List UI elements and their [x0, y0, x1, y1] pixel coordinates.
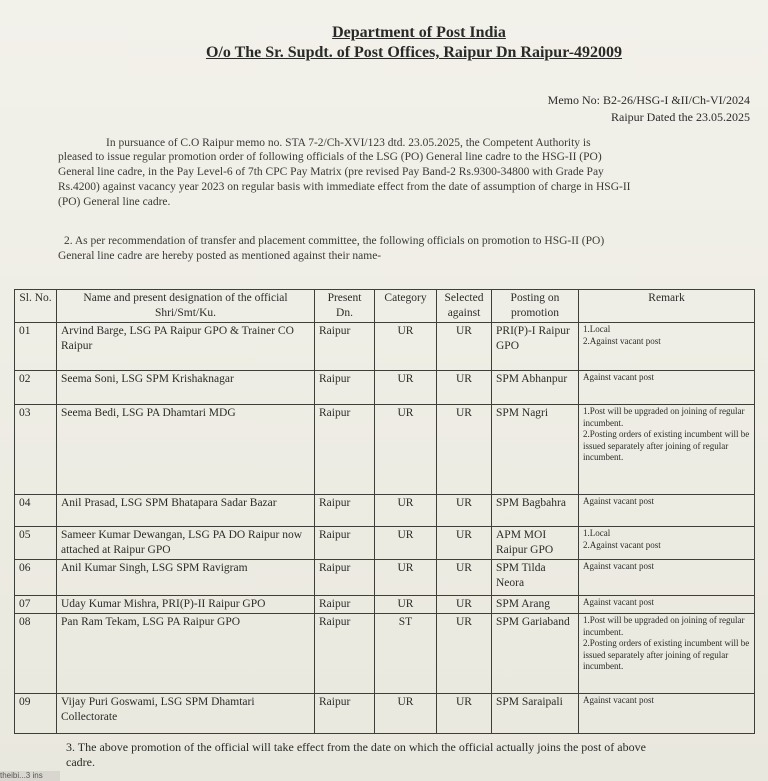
cell-remark [579, 323, 755, 371]
cell-name: Anil Prasad, LSG SPM Bhatapara Sadar Bazar [57, 495, 315, 527]
cell-posting: SPM Saraipali [492, 694, 579, 734]
cell-name: Seema Bedi, LSG PA Dhamtari MDG [57, 405, 315, 495]
remark-line: Against vacant post [583, 597, 654, 607]
cell-posting: SPM Gariaband [492, 614, 579, 694]
cell-remark [579, 527, 755, 560]
cell-sl: 07 [15, 596, 57, 614]
cell-name: Seema Soni, LSG SPM Krishaknagar [57, 371, 315, 405]
cell-selected: UR [437, 495, 492, 527]
cell-selected: UR [437, 527, 492, 560]
cell-posting: SPM Nagri [492, 405, 579, 495]
memo-date: Raipur Dated the 23.05.2025 [611, 110, 750, 124]
table-row [15, 405, 755, 495]
cell-remark [579, 371, 755, 405]
browser-tab-label[interactable]: theibi...3 ins [0, 771, 60, 781]
cell-sl: 08 [15, 614, 57, 694]
cell-posting: PRI(P)-I Raipur GPO [492, 323, 579, 371]
cell-posting: SPM Tilda Neora [492, 560, 579, 596]
paragraph-1-line: In pursuance of C.O Raipur memo no. STA 7-2/Ch-XVI/123 dtd. 23.05.2025, the Competent Authority is [106, 137, 591, 149]
paragraph-1-line: pleased to issue regular promotion order of following officials of the LSG (PO) General line cadre to the HSG-II (PO) [58, 151, 602, 163]
cell-sl: 06 [15, 560, 57, 596]
cell-category: ST [375, 614, 437, 694]
cell-selected: UR [437, 694, 492, 734]
cell-dn: Raipur [315, 560, 375, 596]
cell-dn: Raipur [315, 596, 375, 614]
cell-name: Vijay Puri Goswami, LSG SPM Dhamtari Collectorate [57, 694, 315, 734]
cell-category: UR [375, 527, 437, 560]
table-row [15, 527, 755, 560]
remark-line: 1.Local [583, 324, 611, 334]
paragraph-2-line: General line cadre are hereby posted as mentioned against their name- [58, 250, 382, 262]
cell-name: Pan Ram Tekam, LSG PA Raipur GPO [57, 614, 315, 694]
cell-posting: SPM Abhanpur [492, 371, 579, 405]
remark-line: 1.Post will be upgraded on joining of regular incumbent. [583, 406, 745, 428]
remark-line: Against vacant post [583, 695, 654, 705]
paragraph-1-line: Rs.4200) against vacancy year 2023 on regular basis with immediate effect from the date of assumption of charge in HSG-II [58, 181, 631, 193]
cell-category: UR [375, 323, 437, 371]
cell-category: UR [375, 371, 437, 405]
cell-category: UR [375, 405, 437, 495]
cell-category: UR [375, 560, 437, 596]
cell-selected: UR [437, 614, 492, 694]
header-name: Name and present designation of the official Shri/Smt/Ku. [57, 290, 315, 323]
cell-selected: UR [437, 371, 492, 405]
cell-name: Arvind Barge, LSG PA Raipur GPO & Trainer CO Raipur [57, 323, 315, 371]
paragraph-1-line: General line cadre, in the Pay Level-6 of 7th CPC Pay Matrix (pre revised Pay Band-2 Rs.9300-34800 with Grade Pay [58, 166, 604, 178]
cell-sl: 01 [15, 323, 57, 371]
header-present-dn: Present Dn. [315, 290, 375, 323]
cell-name: Sameer Kumar Dewangan, LSG PA DO Raipur now attached at Raipur GPO [57, 527, 315, 560]
department-title: Department of Post India [332, 24, 506, 41]
cell-sl: 04 [15, 495, 57, 527]
table-row [15, 495, 755, 527]
cell-category: UR [375, 694, 437, 734]
header-category: Category [375, 290, 437, 323]
office-title: O/o The Sr. Supdt. of Post Offices, Raipur Dn Raipur-492009 [205, 44, 623, 61]
header-posting: Posting on promotion [492, 290, 579, 323]
header-selected-against: Selected against [437, 290, 492, 323]
table-row [15, 323, 755, 371]
table-row [15, 614, 755, 694]
cell-dn: Raipur [315, 323, 375, 371]
cell-dn: Raipur [315, 371, 375, 405]
cell-posting: SPM Arang [492, 596, 579, 614]
memo-number: Memo No: B2-26/HSG-I &II/Ch-VI/2024 [547, 93, 750, 107]
cell-sl: 09 [15, 694, 57, 734]
table-header-row [15, 290, 755, 323]
cell-category: UR [375, 495, 437, 527]
cell-dn: Raipur [315, 694, 375, 734]
cell-remark [579, 614, 755, 694]
posting-table [14, 289, 755, 734]
cell-remark [579, 596, 755, 614]
table-row [15, 371, 755, 405]
cell-remark [579, 694, 755, 734]
header-remark: Remark [579, 290, 755, 323]
cell-name: Anil Kumar Singh, LSG SPM Ravigram [57, 560, 315, 596]
paragraph-2-line: 2. As per recommendation of transfer and placement committee, the following officials on promotion to HSG-II (PO) [64, 235, 605, 247]
remark-line: 1.Local [583, 528, 611, 538]
header-sl: Sl. No. [15, 290, 57, 323]
remark-line: 2.Against vacant post [583, 335, 661, 346]
cell-selected: UR [437, 405, 492, 495]
cell-selected: UR [437, 596, 492, 614]
cell-selected: UR [437, 323, 492, 371]
remark-line: 2.Posting orders of existing incumbent will be issued separately after joining of regular incumbent. [583, 638, 750, 671]
table-row [15, 560, 755, 596]
remark-line: Against vacant post [583, 496, 654, 506]
cell-posting: APM MOI Raipur GPO [492, 527, 579, 560]
memo-block [548, 92, 750, 126]
cell-remark [579, 560, 755, 596]
paragraph-1-line: (PO) General line cadre. [58, 196, 171, 208]
cell-selected: UR [437, 560, 492, 596]
cell-sl: 05 [15, 527, 57, 560]
remark-line: 2.Posting orders of existing incumbent will be issued separately after joining of regular incumbent. [583, 429, 750, 462]
cell-sl: 03 [15, 405, 57, 495]
remark-line: 1.Post will be upgraded on joining of regular incumbent. [583, 615, 745, 637]
table-row [15, 596, 755, 614]
paragraph-3-line: 3. The above promotion of the official will take effect from the date on which the official actually joins the post of above [66, 740, 646, 754]
cell-dn: Raipur [315, 614, 375, 694]
cell-remark [579, 405, 755, 495]
cell-dn: Raipur [315, 405, 375, 495]
cell-name: Uday Kumar Mishra, PRI(P)-II Raipur GPO [57, 596, 315, 614]
remark-line: 2.Against vacant post [583, 539, 661, 550]
table-row [15, 694, 755, 734]
cell-sl: 02 [15, 371, 57, 405]
cell-dn: Raipur [315, 495, 375, 527]
cell-dn: Raipur [315, 527, 375, 560]
cell-posting: SPM Bagbahra [492, 495, 579, 527]
paragraph-3-line: cadre. [66, 755, 95, 769]
cell-remark [579, 495, 755, 527]
remark-line: Against vacant post [583, 561, 654, 571]
remark-line: Against vacant post [583, 372, 654, 382]
cell-category: UR [375, 596, 437, 614]
paragraph-3 [66, 740, 646, 770]
